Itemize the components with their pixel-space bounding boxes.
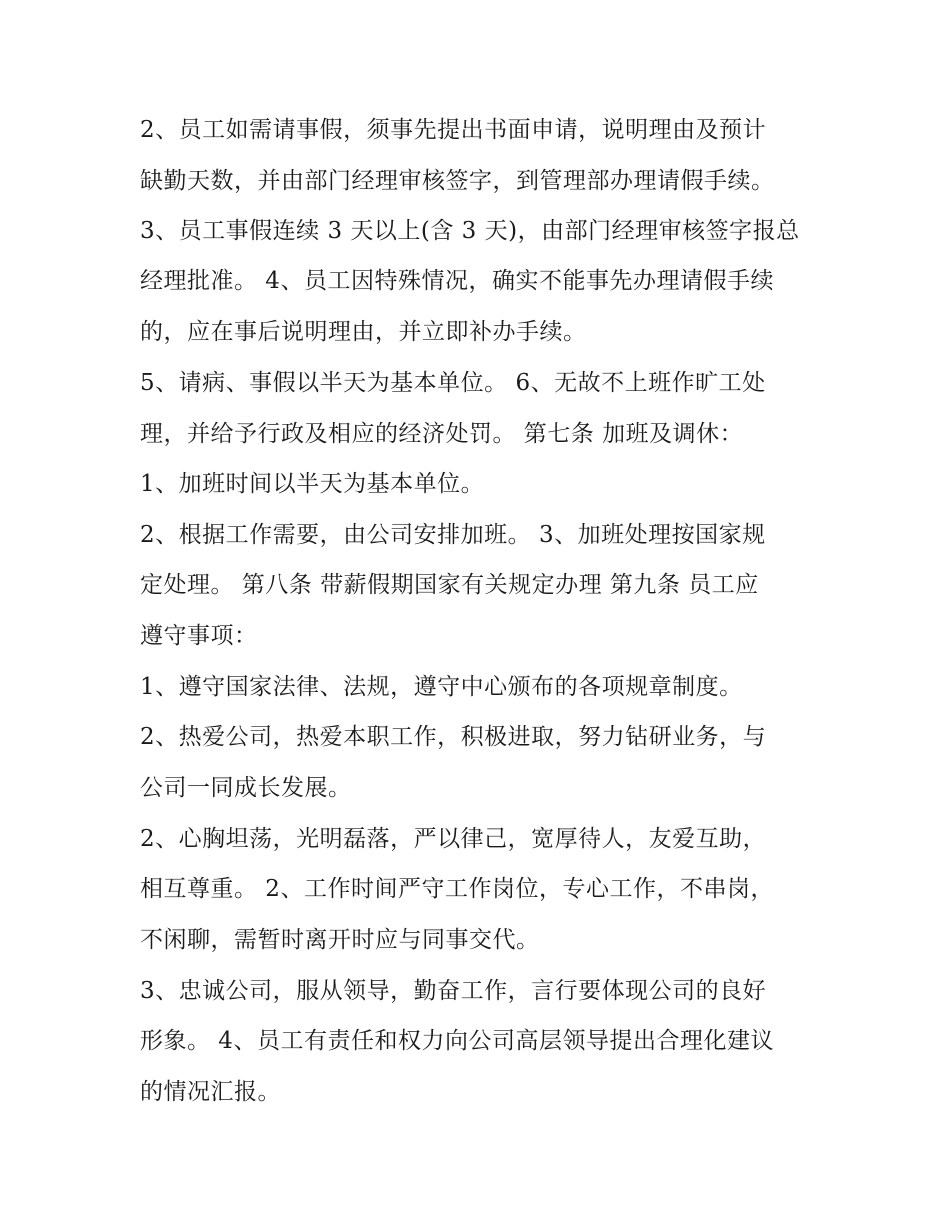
text-line: 2、热爱公司，热爱本职工作，积极进取，努力钻研业务，与 xyxy=(140,724,767,750)
text-line: 3、忠诚公司，服从领导，勤奋工作，言行要体现公司的良好 xyxy=(140,978,767,1004)
text-line: 2、根据工作需要，由公司安排加班。 3、加班处理按国家规 xyxy=(140,522,766,548)
text-line: 定处理。 第八条 带薪假期国家有关规定办理 第九条 员工应 xyxy=(140,572,759,598)
text-line: 缺勤天数，并由部门经理审核签字，到管理部办理请假手续。 xyxy=(140,168,775,194)
text-line: 理，并给予行政及相应的经济处罚。 第七条 加班及调休： xyxy=(140,421,744,447)
text-line: 的情况汇报。 xyxy=(140,1079,281,1105)
text-line: 相互尊重。 2、工作时间严守工作岗位，专心工作，不串岗， xyxy=(140,876,774,902)
text-line: 2、员工如需请事假，须事先提出书面申请，说明理由及预计 xyxy=(140,117,767,143)
text-line: 1、加班时间以半天为基本单位。 xyxy=(140,471,485,497)
text-line: 公司一同成长发展。 xyxy=(140,775,352,801)
text-line: 经理批准。 4、员工因特殊情况，确实不能事先办理请假手续 xyxy=(140,268,774,294)
text-line: 1、遵守国家法律、法规，遵守中心颁布的各项规章制度。 xyxy=(140,674,743,700)
text-line: 形象。 4、员工有责任和权力向公司高层领导提出合理化建议 xyxy=(140,1028,774,1054)
text-line: 3、员工事假连续 3 天以上(含 3 天)，由部门经理审核签字报总 xyxy=(140,218,800,244)
text-line: 2、心胸坦荡，光明磊落，严以律己，宽厚待人，友爱互助， xyxy=(140,826,767,852)
text-line: 遵守事项： xyxy=(140,623,258,649)
text-line: 的，应在事后说明理由，并立即补办手续。 xyxy=(140,319,587,345)
text-line: 不闲聊，需暂时离开时应与同事交代。 xyxy=(140,927,540,953)
text-line: 5、请病、事假以半天为基本单位。 6、无故不上班作旷工处 xyxy=(140,370,766,396)
